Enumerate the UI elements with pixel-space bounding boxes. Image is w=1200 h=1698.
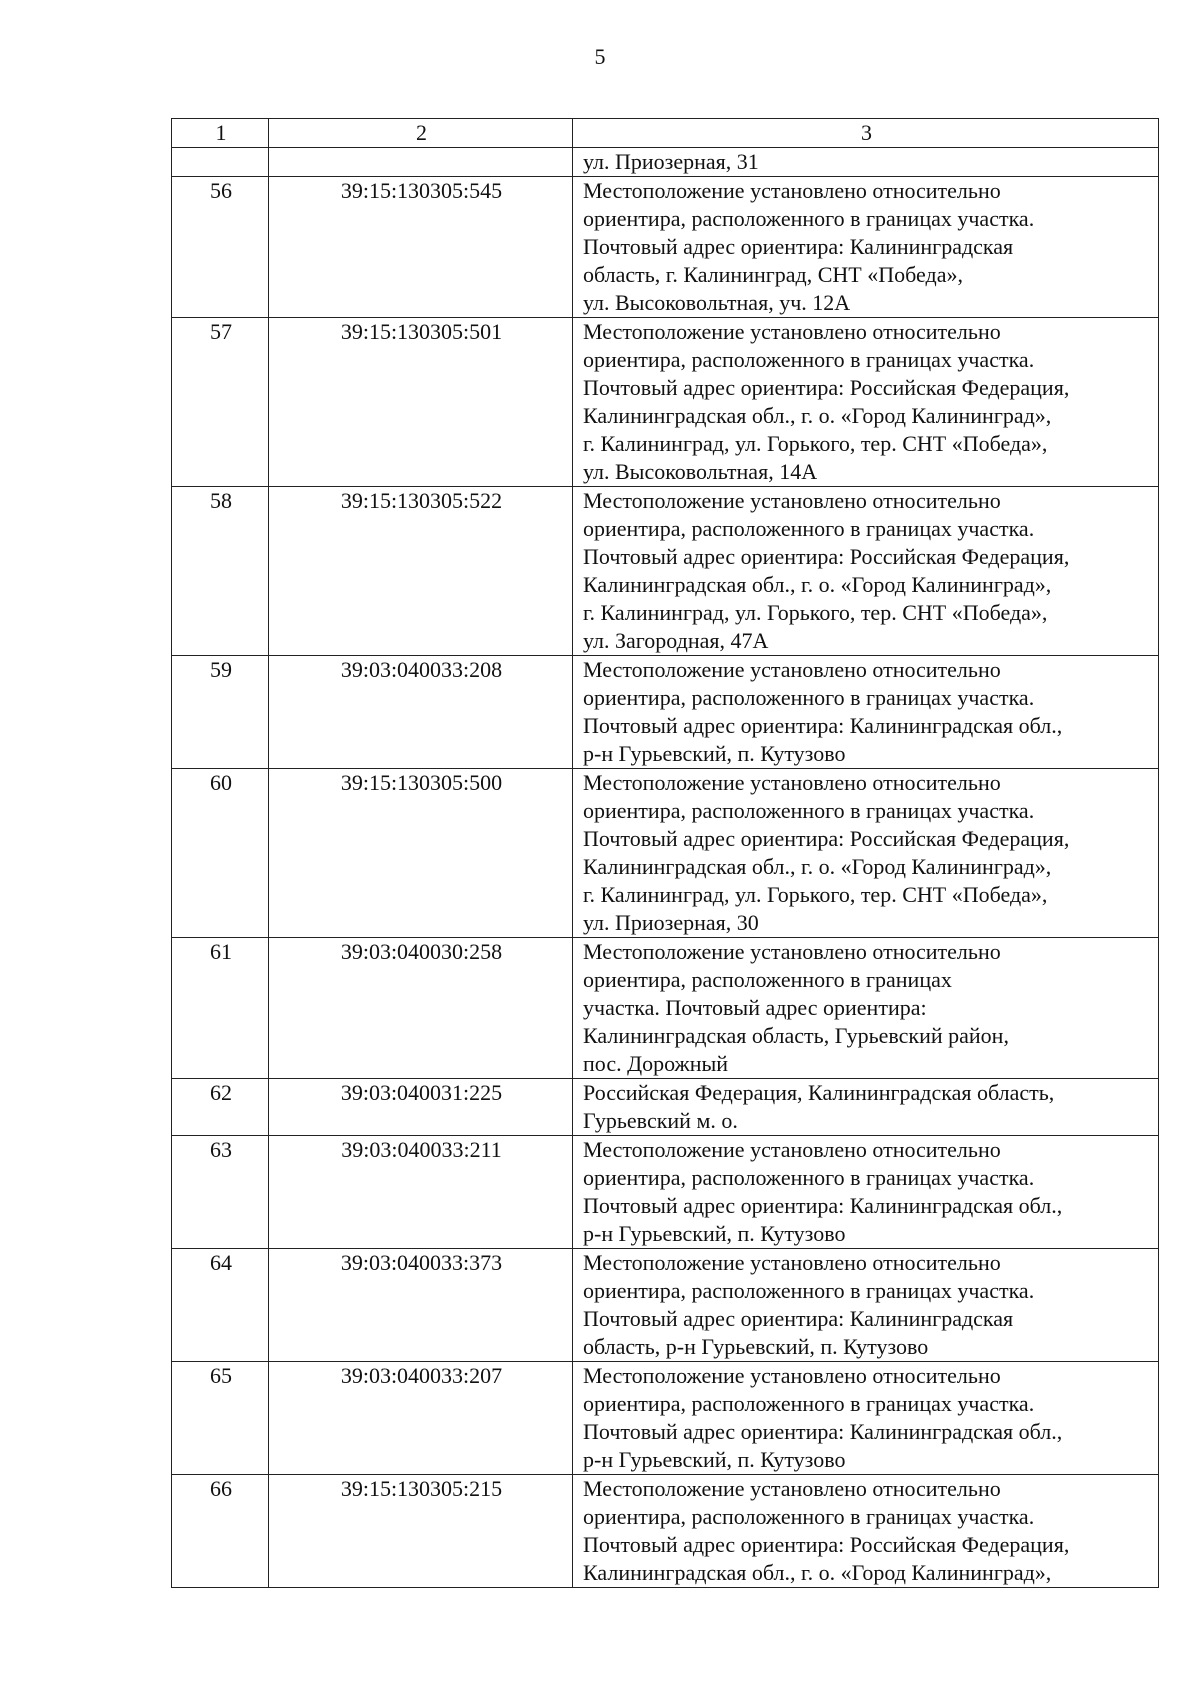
address-line: р-н Гурьевский, п. Кутузово (583, 1447, 846, 1472)
address-line: Российская Федерация, Калининградская область, (583, 1080, 1055, 1105)
cadastral-number-cell: 39:15:130305:501 (269, 318, 573, 487)
row-number-cell: 57 (172, 318, 269, 487)
address-line: Почтовый адрес ориентира: Российская Федерация, (583, 544, 1070, 569)
address-line: ориентира, расположенного в границах (583, 967, 952, 992)
address-line: Почтовый адрес ориентира: Калининградская обл., (583, 1419, 1063, 1444)
address-line: Местоположение установлено относительно (583, 657, 1001, 682)
location-description-cell (573, 318, 1159, 487)
table-row (172, 487, 1159, 656)
address-line: Гурьевский м. о. (583, 1108, 738, 1133)
address-line: ориентира, расположенного в границах участка. (583, 206, 1035, 231)
address-line: ориентира, расположенного в границах участка. (583, 1391, 1035, 1416)
table-row (172, 656, 1159, 769)
address-line: Калининградская обл., г. о. «Город Калининград», (583, 1560, 1052, 1585)
location-description-cell (573, 656, 1159, 769)
row-number-cell: 58 (172, 487, 269, 656)
address-line: Почтовый адрес ориентира: Российская Федерация, (583, 1532, 1070, 1557)
column-header-cadastral: 2 (269, 119, 573, 148)
address-line: г. Калининград, ул. Горького, тер. СНТ «Победа», (583, 600, 1048, 625)
address-line: Местоположение установлено относительно (583, 1363, 1001, 1388)
address-line: ул. Высоковольтная, уч. 12А (583, 290, 851, 315)
column-header-number: 1 (172, 119, 269, 148)
row-number-cell: 65 (172, 1362, 269, 1475)
location-description-cell (573, 487, 1159, 656)
table-row (172, 1079, 1159, 1136)
address-line: Почтовый адрес ориентира: Калининградская обл., (583, 1193, 1063, 1218)
address-line: Калининградская обл., г. о. «Город Калининград», (583, 572, 1052, 597)
address-line: р-н Гурьевский, п. Кутузово (583, 741, 846, 766)
cadastral-number-cell: 39:15:130305:545 (269, 177, 573, 318)
cadastral-number-cell: 39:03:040033:373 (269, 1249, 573, 1362)
location-description-cell (573, 769, 1159, 938)
location-description-cell (573, 177, 1159, 318)
table-row (172, 318, 1159, 487)
address-line: Калининградская обл., г. о. «Город Калининград», (583, 854, 1052, 879)
location-description-cell (573, 1136, 1159, 1249)
address-line: Местоположение установлено относительно (583, 1476, 1001, 1501)
cadastral-number-cell: 39:03:040030:258 (269, 938, 573, 1079)
page-number: 5 (594, 44, 606, 69)
location-description-cell (573, 1079, 1159, 1136)
address-line: область, р-н Гурьевский, п. Кутузово (583, 1334, 929, 1359)
location-description-cell (573, 1475, 1159, 1588)
address-line: ул. Приозерная, 30 (583, 910, 759, 935)
address-line: ул. Высоковольтная, 14А (583, 459, 818, 484)
location-description-cell (573, 1249, 1159, 1362)
address-line: г. Калининград, ул. Горького, тер. СНТ «Победа», (583, 431, 1048, 456)
table-body (172, 148, 1159, 1588)
location-description-cell (573, 938, 1159, 1079)
table-row (172, 1249, 1159, 1362)
location-description-cell (573, 148, 1159, 177)
table-row (172, 1362, 1159, 1475)
row-number-cell: 66 (172, 1475, 269, 1588)
cadastral-number-cell: 39:15:130305:500 (269, 769, 573, 938)
table-row (172, 769, 1159, 938)
address-line: Местоположение установлено относительно (583, 178, 1001, 203)
cadastral-number-cell: 39:03:040033:207 (269, 1362, 573, 1475)
address-line: ориентира, расположенного в границах участка. (583, 1504, 1035, 1529)
land-plots-table (171, 118, 1159, 1588)
cadastral-number-cell: 39:15:130305:522 (269, 487, 573, 656)
address-line: Местоположение установлено относительно (583, 1250, 1001, 1275)
address-line: Почтовый адрес ориентира: Российская Федерация, (583, 375, 1070, 400)
address-line: область, г. Калининград, СНТ «Победа», (583, 262, 963, 287)
table-row (172, 938, 1159, 1079)
row-number-cell: 63 (172, 1136, 269, 1249)
cadastral-number-cell: 39:03:040031:225 (269, 1079, 573, 1136)
table-row (172, 1475, 1159, 1588)
row-number-cell: 62 (172, 1079, 269, 1136)
address-line: Местоположение установлено относительно (583, 488, 1001, 513)
address-line: Почтовый адрес ориентира: Калининградская (583, 1306, 1014, 1331)
row-number-cell (172, 148, 269, 177)
row-number-cell: 61 (172, 938, 269, 1079)
table-row (172, 148, 1159, 177)
address-line: г. Калининград, ул. Горького, тер. СНТ «Победа», (583, 882, 1048, 907)
address-line: Местоположение установлено относительно (583, 319, 1001, 344)
address-line: Почтовый адрес ориентира: Калининградская (583, 234, 1014, 259)
cadastral-number-cell: 39:03:040033:208 (269, 656, 573, 769)
address-line: ориентира, расположенного в границах участка. (583, 1278, 1035, 1303)
row-number-cell: 59 (172, 656, 269, 769)
address-line: ул. Приозерная, 31 (583, 149, 759, 174)
cadastral-number-cell: 39:03:040033:211 (269, 1136, 573, 1249)
address-line: Почтовый адрес ориентира: Российская Федерация, (583, 826, 1070, 851)
address-line: Местоположение установлено относительно (583, 770, 1001, 795)
table-header-row (172, 119, 1159, 148)
address-line: пос. Дорожный (583, 1051, 729, 1076)
address-line: ориентира, расположенного в границах участка. (583, 347, 1035, 372)
address-line: Калининградская обл., г. о. «Город Калининград», (583, 403, 1052, 428)
address-line: ул. Загородная, 47А (583, 628, 769, 653)
address-line: участка. Почтовый адрес ориентира: (583, 995, 927, 1020)
table-row (172, 1136, 1159, 1249)
address-line: Калининградская область, Гурьевский район, (583, 1023, 1009, 1048)
address-line: ориентира, расположенного в границах участка. (583, 1165, 1035, 1190)
column-header-address: 3 (573, 119, 1159, 148)
address-line: Местоположение установлено относительно (583, 939, 1001, 964)
location-description-cell (573, 1362, 1159, 1475)
address-line: р-н Гурьевский, п. Кутузово (583, 1221, 846, 1246)
address-line: ориентира, расположенного в границах участка. (583, 685, 1035, 710)
table-row (172, 177, 1159, 318)
row-number-cell: 64 (172, 1249, 269, 1362)
row-number-cell: 60 (172, 769, 269, 938)
address-line: ориентира, расположенного в границах участка. (583, 516, 1035, 541)
row-number-cell: 56 (172, 177, 269, 318)
cadastral-number-cell: 39:15:130305:215 (269, 1475, 573, 1588)
address-line: ориентира, расположенного в границах участка. (583, 798, 1035, 823)
address-line: Почтовый адрес ориентира: Калининградская обл., (583, 713, 1063, 738)
cadastral-number-cell (269, 148, 573, 177)
address-line: Местоположение установлено относительно (583, 1137, 1001, 1162)
